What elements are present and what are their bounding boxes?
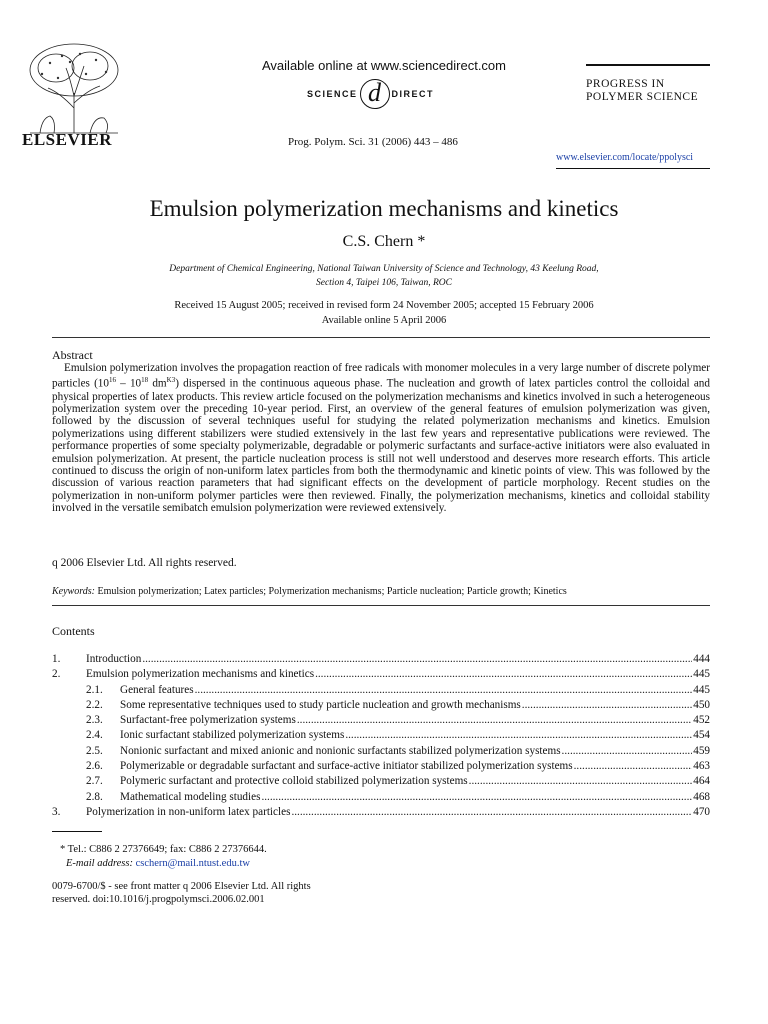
journal-name-line2: POLYMER SCIENCE — [586, 91, 699, 103]
toc-entry[interactable] — [52, 775, 710, 790]
toc-entry[interactable] — [52, 699, 710, 714]
toc-page-number: 444 — [693, 653, 710, 665]
toc-entry[interactable] — [52, 668, 710, 683]
toc-leader-dots — [522, 699, 692, 711]
sciencedirect-at: d — [360, 79, 390, 109]
sciencedirect-left: SCIENCE — [307, 89, 358, 99]
toc-page-number: 464 — [693, 775, 710, 788]
journal-name — [586, 78, 698, 104]
abstract-lead: Emulsion polymerization involves the propagation reaction of free radicals with monomer molecules in a very large number of discrete polymer particles (10 — [52, 362, 710, 391]
toc-page-number: 445 — [693, 668, 710, 681]
toc-page-number: 454 — [693, 729, 710, 742]
available-date: Available online 5 April 2006 — [321, 315, 447, 326]
toc-number: 2.6. — [86, 760, 103, 773]
toc-entry[interactable] — [52, 760, 710, 775]
header-divider — [556, 168, 710, 169]
toc-number: 3. — [52, 805, 61, 818]
toc-leader-dots — [345, 729, 692, 741]
keywords-bottom-rule — [52, 605, 710, 606]
toc-leader-dots — [297, 714, 692, 726]
keywords-label: Keywords: — [52, 586, 95, 597]
toc-page-number: 468 — [693, 790, 710, 803]
toc-entry[interactable] — [52, 791, 710, 806]
toc-entry[interactable] — [52, 714, 710, 729]
publisher-name: ELSEVIER — [22, 130, 112, 149]
email-link[interactable]: cschern@mail.ntust.edu.tw — [135, 858, 250, 869]
keywords-line — [52, 586, 567, 597]
issn-line1: 0079-6700/$ - see front matter q 2006 Elsevier Ltd. All rights — [52, 881, 311, 892]
email-label: E-mail address: — [66, 858, 133, 869]
received-dates: Received 15 August 2005; received in revised form 24 November 2005; accepted 15 February 2006 — [174, 300, 594, 311]
issn-line2: reserved. doi:10.1016/j.progpolymsci.2006.02.001 — [52, 894, 265, 905]
abstract-top-rule — [52, 337, 710, 338]
sciencedirect-right: DIRECT — [391, 89, 435, 99]
toc-entry[interactable] — [52, 684, 710, 699]
footnote-telephone: * Tel.: C886 2 27376649; fax: C886 2 27376644. — [60, 844, 267, 855]
toc-page-number: 463 — [693, 760, 710, 773]
journal-reference: Prog. Polym. Sci. 31 (2006) 443 – 486 — [288, 136, 458, 148]
toc-number: 2.1. — [86, 683, 103, 696]
toc-title[interactable]: General features — [120, 683, 194, 696]
toc-leader-dots — [574, 760, 693, 772]
journal-name-line1: PROGRESS IN — [586, 78, 665, 90]
toc-entry[interactable] — [52, 806, 710, 821]
abstract-body — [52, 362, 710, 515]
toc-leader-dots — [142, 653, 692, 665]
toc-title[interactable]: Some representative techniques used to study particle nucleation and growth mechanisms — [120, 698, 521, 711]
abstract-sup2: 18 — [141, 376, 149, 385]
toc-title[interactable]: Polymeric surfactant and protective colloid stabilized polymerization systems — [120, 775, 468, 788]
toc-leader-dots — [315, 668, 692, 680]
toc-number: 2.7. — [86, 775, 103, 788]
toc-page-number: 452 — [693, 714, 710, 727]
journal-rule — [586, 64, 710, 66]
toc-title[interactable]: Mathematical modeling studies — [120, 790, 261, 803]
toc-title[interactable]: Polymerization in non-uniform latex particles — [86, 805, 291, 818]
toc-number: 2.5. — [86, 744, 103, 757]
table-of-contents — [52, 653, 710, 821]
toc-number: 2.2. — [86, 698, 103, 711]
toc-entry[interactable] — [52, 729, 710, 744]
toc-title[interactable]: Polymerizable or degradable surfactant and surface-active initiator stabilized polymerization systems — [120, 760, 573, 773]
abstract-mid2: dm — [148, 378, 167, 391]
toc-number: 2. — [52, 668, 61, 681]
toc-page-number: 470 — [693, 805, 710, 818]
footnote-email — [66, 858, 250, 869]
abstract-heading: Abstract — [52, 348, 93, 362]
contents-heading: Contents — [52, 624, 95, 638]
author-affiliation — [100, 262, 668, 290]
toc-leader-dots — [469, 775, 693, 787]
toc-entry[interactable] — [52, 745, 710, 760]
toc-title[interactable]: Emulsion polymerization mechanisms and kinetics — [86, 668, 315, 681]
available-online-text[interactable]: Available online at www.sciencedirect.com — [262, 58, 506, 73]
elsevier-tree-logo — [20, 38, 128, 136]
sciencedirect-logo — [307, 80, 434, 108]
affiliation-line1: Department of Chemical Engineering, National Taiwan University of Science and Technology, 43 Keelung Road, — [169, 264, 599, 274]
abstract-mid1: – 10 — [116, 378, 142, 391]
footnote-rule — [52, 831, 102, 832]
abstract-sup1: 16 — [109, 376, 116, 385]
toc-title[interactable]: Nonionic surfactant and mixed anionic and nonionic surfactants stabilized polymerization systems — [120, 744, 561, 757]
toc-number: 1. — [52, 653, 61, 665]
abstract-rest: ) dispersed in the continuous aqueous phase. The nucleation and growth of latex particles control the colloidal and physical properties of latex products. This review article focused on the polymerization mechanisms and kinetics involved in such a heterogeneous polymerization system over the preceding 10-year period. First, an overview of the general features of emulsion polymerization was given, followed by the discussion of several techniques useful for studying the related polymerization mechanisms and kinetics. Emulsion polymerizations using different stabilizers were studied extensively in the last few years and representative publications were reviewed. The performance properties of some specialty polymerizable, degradable or polymeric surfactants and surface-active initiators were also evaluated in emulsion polymerization. At present, the particle nucleation process is still not well understood and deserves more research efforts. This article continued to discuss the origin of non-uniform latex particles from both the thermodynamic and kinetic points of view. This was followed by the discussion of various reaction parameters that had significant effects on the development of particle morphology. Recent studies on the polymerization in non-uniform polymer particles were then reviewed. Finally, the polymerization mechanisms, kinetics and colloidal stability involved in the versatile semibatch emulsion polymerization were reviewed extensively. — [52, 378, 710, 515]
toc-page-number: 459 — [693, 744, 710, 757]
toc-title[interactable]: Introduction — [86, 653, 142, 665]
toc-leader-dots — [291, 806, 692, 818]
toc-page-number: 450 — [693, 698, 710, 711]
journal-url-link[interactable]: www.elsevier.com/locate/ppolysci — [556, 152, 694, 163]
abstract-sup3: K3 — [166, 376, 176, 385]
toc-title[interactable]: Surfactant-free polymerization systems — [120, 714, 296, 727]
article-title: Emulsion polymerization mechanisms and kinetics — [149, 196, 619, 221]
toc-entry[interactable] — [52, 653, 710, 668]
toc-number: 2.3. — [86, 714, 103, 727]
toc-title[interactable]: Ionic surfactant stabilized polymerization systems — [120, 729, 345, 742]
affiliation-line2: Section 4, Taipei 106, Taiwan, ROC — [315, 278, 452, 288]
toc-leader-dots — [261, 791, 692, 803]
copyright-notice: q 2006 Elsevier Ltd. All rights reserved. — [52, 557, 237, 569]
toc-number: 2.4. — [86, 729, 103, 742]
toc-leader-dots — [195, 684, 693, 696]
article-author: C.S. Chern * — [342, 233, 426, 250]
keywords-text: Emulsion polymerization; Latex particles; Polymerization mechanisms; Particle nucleation; Particle growth; Kinetics — [97, 586, 567, 597]
toc-leader-dots — [562, 745, 693, 757]
toc-number: 2.8. — [86, 790, 103, 803]
toc-page-number: 445 — [693, 683, 710, 696]
